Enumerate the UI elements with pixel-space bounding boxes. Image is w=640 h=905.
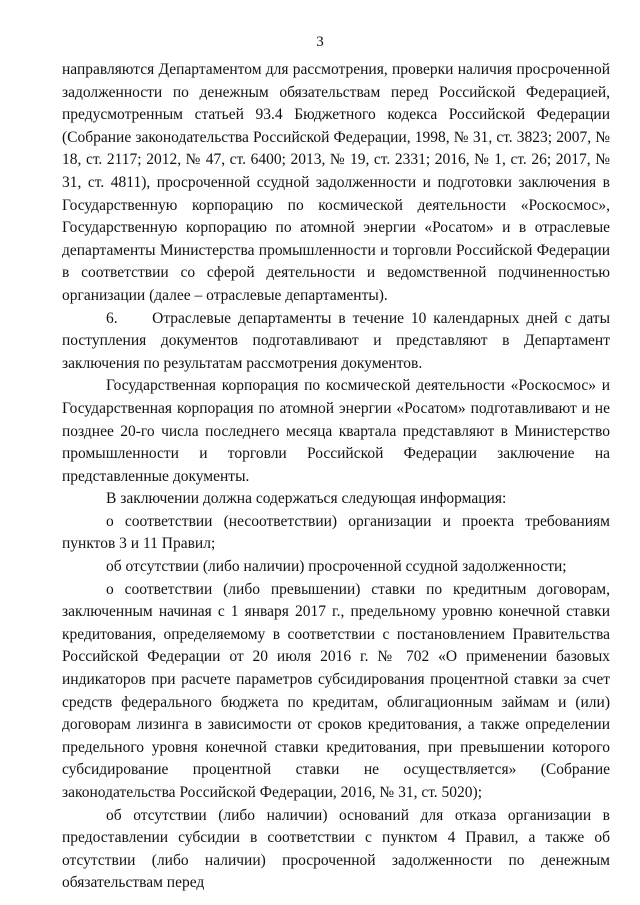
page-number: 3 [316, 34, 324, 50]
paragraph-continuation: направляются Департаментом для рассмотрения, проверки наличия просроченной задолженности по денежным обязательствам перед Российской Федерацией, предусмотренным статьей 93.4 Бюджетного кодекса Российской Федерации (Собрание законодательства Российской Федерации, 1998, № 31, ст. 3823; 2007, № 18, ст. 2117; 2012, № 47, ст. 6400; 2013, № 19, ст. 2331; 2016, № 1, ст. 26; 2017, № 31, ст. 4811), просроченной ссудной задолженности и подготовки заключения в Государственную корпорацию по космической деятельности «Роскосмос», Государственную корпорацию по атомной энергии «Росатом» и в отраслевые департаменты Министерства промышленности и торговли Российской Федерации в соответствии со сферой деятельности и ведомственной подчиненностью организации (далее – отраслевые департаменты). [62, 61, 610, 304]
paragraph-corporations: Государственная корпорация по космической деятельности «Роскосмос» и Государственная корпорация по атомной энергии «Росатом» подготавливают и не позднее 20-го числа последнего месяца квартала представляют в Министерство промышленности и торговли Российской Федерации заключение на представленные документы. [62, 377, 610, 485]
paragraph-refusal-grounds: об отсутствии (либо наличии) оснований для отказа организации в предоставлении субсидии в соответствии с пунктом 4 Правил, а также об отсутствии (либо наличии) просроченной задолженности по денежным обязательствам перед [62, 806, 610, 892]
paragraph-conclusion-intro: В заключении должна содержаться следующая информация: [106, 490, 507, 508]
paragraph-conformity: о соответствии (несоответствии) организации и проекта требованиям пунктов 3 и 11 Правил; [62, 512, 610, 553]
paragraph-rate: о соответствии (либо превышении) ставки по кредитным договорам, заключенным начиная с 1 января 2017 г., предельному уровню конечной ставки кредитования, определяемому в соответствии с постановлением Правительства Российской Федерации от 20 июля 2016 г. № 702 «О применении базовых индикаторов при расчете параметров субсидирования процентной ставки за счет средств федерального бюджета по кредитам, облигационным займам и (или) договорам лизинга в зависимости от сроков кредитования, а также определении предельного уровня конечной ставки кредитования, при превышении которого субсидирование процентной ставки не осуществляется» (Собрание законодательства Российской Федерации, 2016, № 31, ст. 5020); [62, 580, 610, 801]
paragraph-overdue-loan: об отсутствии (либо наличии) просроченной ссудной задолженности; [106, 558, 567, 576]
document-body [62, 59, 610, 895]
paragraph-item-6: 6. Отраслевые департаменты в течение 10 календарных дней с даты поступления документов подготавливают и представляют в Департамент заключения по результатам рассмотрения документов. [62, 309, 610, 372]
